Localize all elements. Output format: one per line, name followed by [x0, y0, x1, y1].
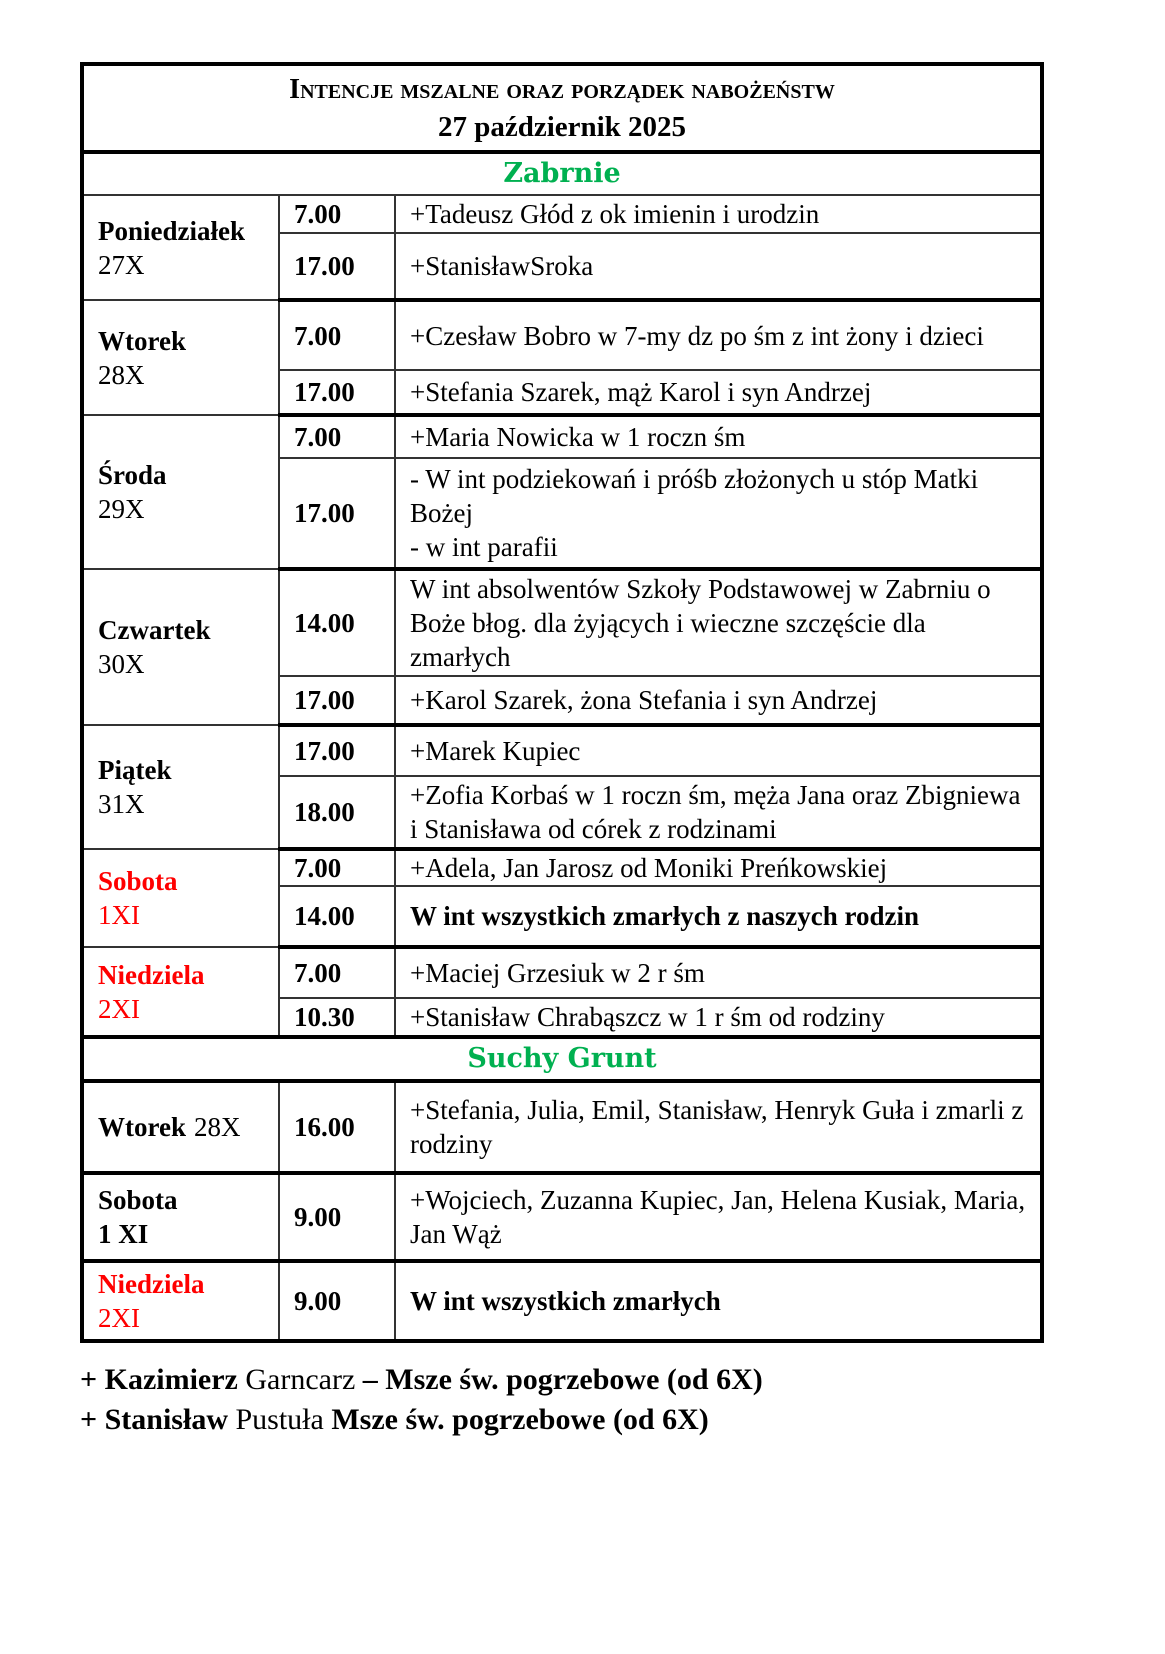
section-title: Suchy Grunt	[82, 1037, 1042, 1081]
day-name: Niedziela	[98, 959, 205, 990]
mass-intention: +Tadeusz Głód z ok imienin i urodzin	[395, 195, 1042, 233]
day-date: 29X	[98, 494, 145, 524]
mass-intention: +Maria Nowicka w 1 roczn śm	[395, 415, 1042, 458]
mass-time: 16.00	[279, 1081, 395, 1173]
mass-time: 17.00	[279, 725, 395, 776]
day-cell	[82, 725, 279, 849]
mass-time: 9.00	[279, 1261, 395, 1341]
mass-time: 9.00	[279, 1173, 395, 1261]
mass-row	[82, 415, 1042, 458]
note-last-name: Pustuła	[227, 1403, 324, 1436]
mass-intention: +Stefania, Julia, Emil, Stanisław, Henryk Guła i zmarli z rodziny	[395, 1081, 1042, 1173]
mass-time: 17.00	[279, 676, 395, 725]
mass-intention: +Wojciech, Zuzanna Kupiec, Jan, Helena Kusiak, Maria, Jan Wąż	[395, 1173, 1042, 1261]
header-cell	[82, 64, 1042, 152]
note-text: Msze św. pogrzebowe (od 6X)	[323, 1403, 709, 1436]
mass-row	[82, 300, 1042, 370]
mass-time: 17.00	[279, 370, 395, 415]
mass-time: 7.00	[279, 415, 395, 458]
mass-time: 17.00	[279, 458, 395, 569]
day-cell	[82, 415, 279, 569]
mass-row	[82, 195, 1042, 233]
mass-row	[82, 849, 1042, 886]
mass-time: 7.00	[279, 195, 395, 233]
day-name: Piątek	[98, 755, 172, 785]
day-cell	[82, 569, 279, 725]
mass-time: 18.00	[279, 776, 395, 849]
mass-intention: +Czesław Bobro w 7-my dz po śm z int żony i dzieci	[395, 300, 1042, 370]
day-date: 31X	[98, 789, 145, 819]
mass-time: 7.00	[279, 300, 395, 370]
day-date: 27X	[98, 249, 145, 280]
day-date: 2XI	[98, 993, 140, 1024]
mass-intention: W int absolwentów Szkoły Podstawowej w Zabrniu o Boże błog. dla żyjących i wieczne szczęście dla zmarłych	[395, 569, 1042, 676]
day-name: Środa	[98, 460, 167, 490]
day-date: 30X	[98, 649, 145, 679]
mass-row	[82, 1081, 1042, 1173]
day-cell	[82, 849, 279, 947]
day-cell	[82, 1173, 279, 1261]
mass-row	[82, 947, 1042, 998]
day-cell	[82, 1081, 279, 1173]
mass-row	[82, 569, 1042, 676]
day-date: 28X	[194, 1112, 241, 1142]
page-title: Intencje mszalne oraz porządek nabożeństw	[289, 74, 835, 105]
funeral-notes	[80, 1360, 763, 1440]
mass-row	[82, 725, 1042, 776]
day-name: Niedziela	[98, 1269, 205, 1299]
mass-time: 10.30	[279, 998, 395, 1037]
mass-intention: +Karol Szarek, żona Stefania i syn Andrzej	[395, 676, 1042, 725]
note-first-name: Kazimierz	[104, 1363, 238, 1396]
note-text: – Msze św. pogrzebowe (od 6X)	[355, 1363, 763, 1396]
mass-intention: +StanisławSroka	[395, 233, 1042, 300]
note-last-name: Garncarz	[237, 1363, 356, 1396]
day-name: Wtorek	[98, 1112, 186, 1142]
note-plus: +	[80, 1363, 105, 1396]
day-date: 2XI	[98, 1303, 140, 1333]
mass-time: 7.00	[279, 849, 395, 886]
schedule-date: 27 październik 2025	[437, 111, 687, 143]
schedule-table	[80, 62, 1044, 1343]
day-cell	[82, 195, 279, 300]
funeral-note	[80, 1400, 763, 1440]
mass-intention: - W int podziekowań i próśb złożonych u stóp Matki Bożej - w int parafii	[395, 458, 1042, 569]
day-name: Sobota	[98, 866, 178, 896]
mass-time: 17.00	[279, 233, 395, 300]
section-header-row	[82, 152, 1042, 195]
header-row	[82, 64, 1042, 152]
mass-intention: +Marek Kupiec	[395, 725, 1042, 776]
day-date: 1 XI	[98, 1219, 149, 1249]
section-title: Zabrnie	[82, 152, 1042, 195]
day-cell	[82, 1261, 279, 1341]
mass-intention: +Maciej Grzesiuk w 2 r śm	[395, 947, 1042, 998]
day-name: Sobota	[98, 1185, 178, 1215]
funeral-note	[80, 1360, 763, 1400]
mass-intention: +Stanisław Chrabąszcz w 1 r śm od rodziny	[395, 998, 1042, 1037]
mass-row	[82, 1261, 1042, 1341]
mass-time: 7.00	[279, 947, 395, 998]
mass-intention: W int wszystkich zmarłych	[395, 1261, 1042, 1341]
day-cell	[82, 947, 279, 1037]
mass-time: 14.00	[279, 886, 395, 947]
day-name: Wtorek	[98, 325, 186, 356]
day-date: 28X	[98, 359, 145, 390]
mass-intention: W int wszystkich zmarłych z naszych rodzin	[395, 886, 1042, 947]
section-header-row	[82, 1037, 1042, 1081]
day-name: Poniedziałek	[98, 215, 245, 246]
mass-time: 14.00	[279, 569, 395, 676]
mass-intention: +Zofia Korbaś w 1 roczn śm, męża Jana oraz Zbigniewa i Stanisława od córek z rodzinami	[395, 776, 1042, 849]
mass-intention: +Stefania Szarek, mąż Karol i syn Andrzej	[395, 370, 1042, 415]
day-name: Czwartek	[98, 615, 211, 645]
note-plus: +	[80, 1403, 105, 1436]
mass-intention: +Adela, Jan Jarosz od Moniki Preńkowskiej	[395, 849, 1042, 886]
mass-schedule	[80, 62, 1044, 1343]
day-cell	[82, 300, 279, 415]
mass-row	[82, 1173, 1042, 1261]
note-first-name: Stanisław	[104, 1403, 228, 1436]
day-date: 1XI	[98, 900, 140, 930]
